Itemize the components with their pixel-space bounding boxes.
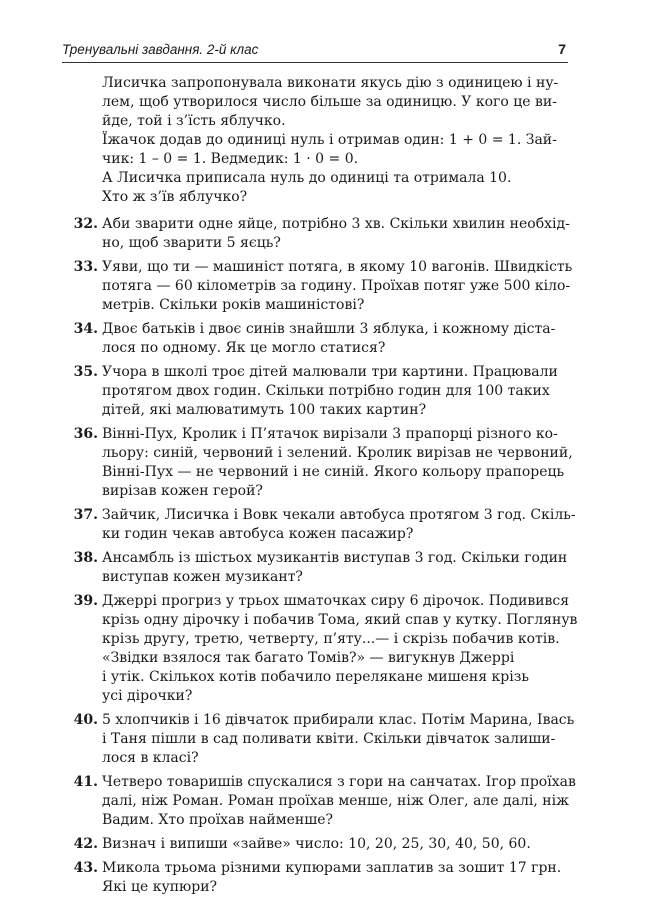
task-43 (62, 859, 568, 897)
text-line: Які це купюри? (102, 879, 218, 895)
task-number: 36. (73, 426, 98, 442)
intro-paragraph (102, 74, 568, 207)
text-line: Вадим. Хто проїхав найменше? (102, 812, 334, 828)
text-line: «Звідки взялося так багато Томів?» — вигукнув Джеррі (102, 650, 515, 666)
text-line: Ансамбль із шістьох музикантів виступав 3 год. Скільки годин (102, 550, 568, 566)
text-line: лося в класі? (102, 750, 199, 766)
text-line: Їжачок додав до одиниці нуль і отримав один: 1 + 0 = 1. Зай- (102, 132, 557, 148)
header-title: Тренувальні завдання. 2-й клас (62, 42, 259, 57)
text-line: Джеррі прогриз у трьох шматочках сиру 6 дірочок. Подивився (102, 593, 570, 609)
task-41 (62, 773, 576, 830)
text-line: А Лисичка приписала нуль до одиниці та отримала 10. (102, 170, 512, 186)
text-line: крізь другу, третю, четверту, п’яту...— і скрізь побачив котів. (102, 631, 560, 647)
text-line: Вінні-Пух — не червоний і не синій. Якого кольору прапорець (102, 464, 565, 480)
task-42 (62, 835, 568, 854)
task-34 (62, 320, 568, 358)
task-number: 35. (73, 364, 98, 380)
task-number: 39. (73, 593, 98, 609)
text-line: чик: 1 – 0 = 1. Ведмедик: 1 · 0 = 0. (102, 151, 359, 167)
task-38 (62, 549, 568, 587)
text-line: метрів. Скільки років машиністові? (102, 297, 365, 313)
text-line: Микола трьома різними купюрами заплатив за зошит 17 грн. (102, 860, 562, 876)
task-35 (62, 363, 568, 420)
text-line: йде, той і з’їсть яблучко. (102, 113, 286, 129)
text-line: ки годин чекав автобуса кожен пасажир? (102, 526, 414, 542)
text-line: Лисичка запропонувала виконати якусь дію з одиницею і ну- (102, 75, 559, 91)
text-line: дітей, які малюватимуть 100 таких картин? (102, 402, 427, 418)
text-line: льору: синій, червоний і зелений. Кролик вирізав не червоний, (102, 445, 573, 461)
text-line: Аби зварити одне яйце, потрібно 3 хв. Скільки хвилин необхід- (102, 216, 570, 232)
text-line: далі, ніж Роман. Роман проїхав менше, ніж Олег, але далі, ніж (102, 793, 569, 809)
task-number: 43. (73, 860, 98, 876)
text-line: лося по одному. Як це могло статися? (102, 340, 386, 356)
text-line: Уяви, що ти — машиніст потяга, в якому 10 вагонів. Швидкість (102, 259, 573, 275)
text-line: усі дірочки? (102, 688, 193, 704)
text-line: лем, щоб утворилося число більше за одиницю. У кого це ви- (102, 94, 557, 110)
task-number: 42. (73, 836, 98, 852)
text-line: Двоє батьків і двоє синів знайшли 3 яблука, і кожному діста- (102, 321, 556, 337)
task-number: 38. (73, 550, 98, 566)
text-line: Зайчик, Лисичка і Вовк чекали автобуса протягом 3 год. Скіль- (102, 507, 576, 523)
task-number: 41. (73, 774, 98, 790)
text-line: Учора в школі троє дітей малювали три картини. Працювали (102, 364, 558, 380)
text-line: 5 хлопчиків і 16 дівчаток прибирали клас. Потім Марина, Івась (102, 712, 575, 728)
page-number: 7 (558, 41, 566, 57)
task-number: 40. (73, 712, 98, 728)
task-37 (62, 506, 576, 544)
task-33 (62, 258, 573, 315)
text-line: Визнач і випиши «зайве» число: 10, 20, 25, 30, 40, 50, 60. (102, 836, 531, 852)
text-line: но, щоб зварити 5 яєць? (102, 235, 281, 251)
task-36 (62, 425, 573, 501)
running-header (62, 40, 568, 63)
task-40 (62, 711, 575, 768)
text-line: Вінні-Пух, Кролик і П’ятачок вирізали 3 прапорці різного ко- (102, 426, 558, 442)
text-line: виступав кожен музикант? (102, 569, 303, 585)
text-line: протягом двох годин. Скільки потрібно годин для 100 таких (102, 383, 550, 399)
page-content (62, 74, 578, 897)
text-line: Хто ж з’їв яблучко? (102, 189, 248, 205)
text-line: Четверо товаришів спускалися з гори на санчатах. Ігор проїхав (102, 774, 576, 790)
text-line: і Таня пішли в сад поливати квіти. Скільки дівчаток залиши- (102, 731, 556, 747)
text-line: потяга — 60 кілометрів за годину. Проїхав потяг уже 500 кіло- (102, 278, 571, 294)
text-line: і утік. Скількох котів побачило переляканe мишеня крізь (102, 669, 529, 685)
task-32 (62, 215, 568, 253)
task-number: 37. (73, 507, 98, 523)
text-line: вирізав кожен герой? (102, 483, 263, 499)
task-number: 33. (73, 259, 98, 275)
text-line: крізь одну дірочку і побачив Тома, який спав у кутку. Поглянув (102, 612, 578, 628)
task-39 (62, 592, 578, 706)
task-number: 32. (73, 216, 98, 232)
task-number: 34. (73, 321, 98, 337)
